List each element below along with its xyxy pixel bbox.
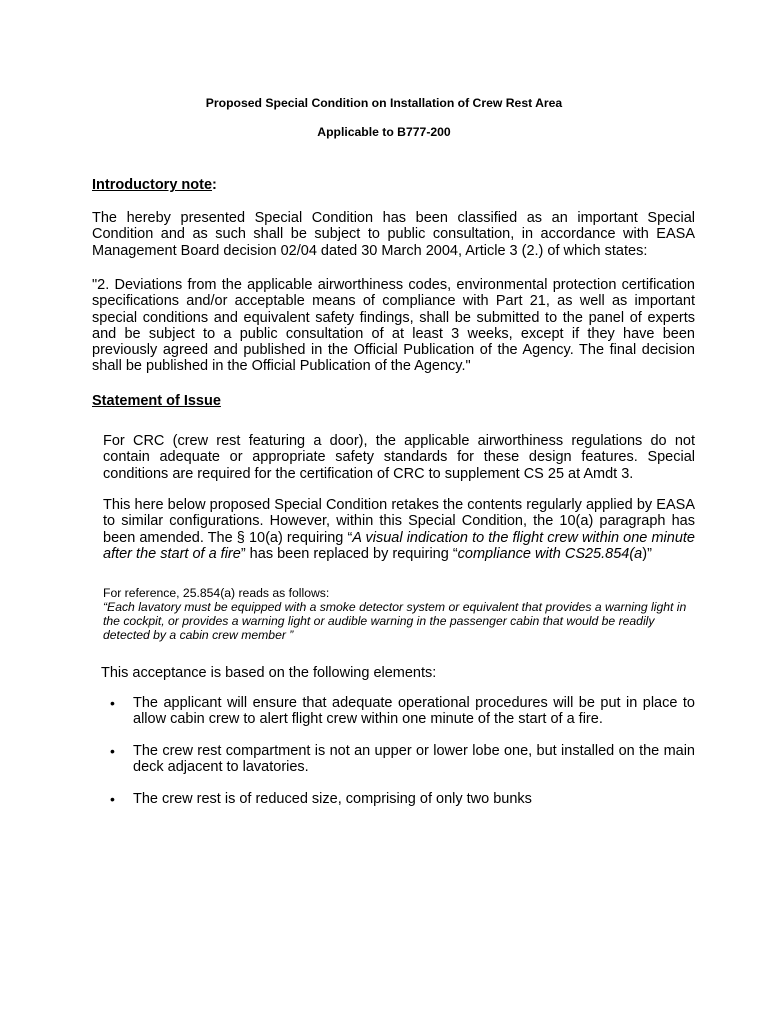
statement-paragraph-2-italic-a: A visual indication to the flight crew within one minute after the start of a fire [103,529,695,562]
document-subtitle: Applicable to B777-200 [317,125,451,139]
reference-lead: For reference, 25.854(a) reads as follows: [103,586,330,600]
list-item-text: The crew rest is of reduced size, comprising of only two bunks [133,791,532,807]
statement-heading [92,392,221,410]
list-item-text: The applicant will ensure that adequate operational procedures will be put in place to allow cabin crew to alert flight crew within one minute of the start of a fire. [133,695,695,728]
acceptance-intro: This acceptance is based on the following elements: [101,665,437,681]
statement-paragraph-1: For CRC (crew rest featuring a door), the applicable airworthiness regulations do not contain adequate or appropriate safety standards for these design features. Special conditions are required for the certification of CRC to supplement CS 25 at Amdt 3. [103,433,695,482]
document-title: Proposed Special Condition on Installation of Crew Rest Area [205,96,563,110]
bullet-icon: • [110,695,115,711]
statement-paragraph-2 [103,497,695,562]
intro-paragraph-2: "2. Deviations from the applicable airworthiness codes, environmental protection certification specifications and/or acceptable means of compliance with Part 21, as well as important special conditions and equivalent safety findings, shall be submitted to the panel of experts and be subject to a public consultation of at least 3 weeks, except if they have been previously agreed and published in the Official Publication of the Agency. The final decision shall be published in the Official Publication of the Agency." [92,277,695,375]
intro-heading-text: Introductory note [92,177,213,193]
bullet-icon: • [110,791,115,807]
statement-paragraph-2-text-b: ” has been replaced by requiring “ [240,545,458,562]
reference-quote: “Each lavatory must be equipped with a smoke detector system or equivalent that provides a warning light in the cockpit, or provides a warning light or audible warning in the passenger cabin that would be readily detected by a cabin crew member ” [103,600,687,643]
statement-heading-text: Statement of Issue [92,393,221,409]
intro-paragraph-1: The hereby presented Special Condition has been classified as an important Special Condition and as such shall be subject to public consultation, in accordance with EASA Management Board decision 02/04 dated 30 March 2004, Article 3 (2.) of which states: [92,210,695,259]
list-item-text: The crew rest compartment is not an upper or lower lobe one, but installed on the main deck adjacent to lavatories. [133,743,695,776]
statement-paragraph-2-text-a: This here below proposed Special Condition retakes the contents regularly applied by EASA to similar configurations. However, within this Special Condition, the 10(a) paragraph has been amended. The § 10(a) requiring “ [103,497,695,546]
intro-heading [92,176,217,194]
bullet-icon: • [110,743,115,759]
intro-heading-colon: : [212,177,217,193]
statement-paragraph-2-italic-b: compliance with CS25.854(a [457,545,643,562]
statement-paragraph-2-text-c: )” [642,545,652,562]
